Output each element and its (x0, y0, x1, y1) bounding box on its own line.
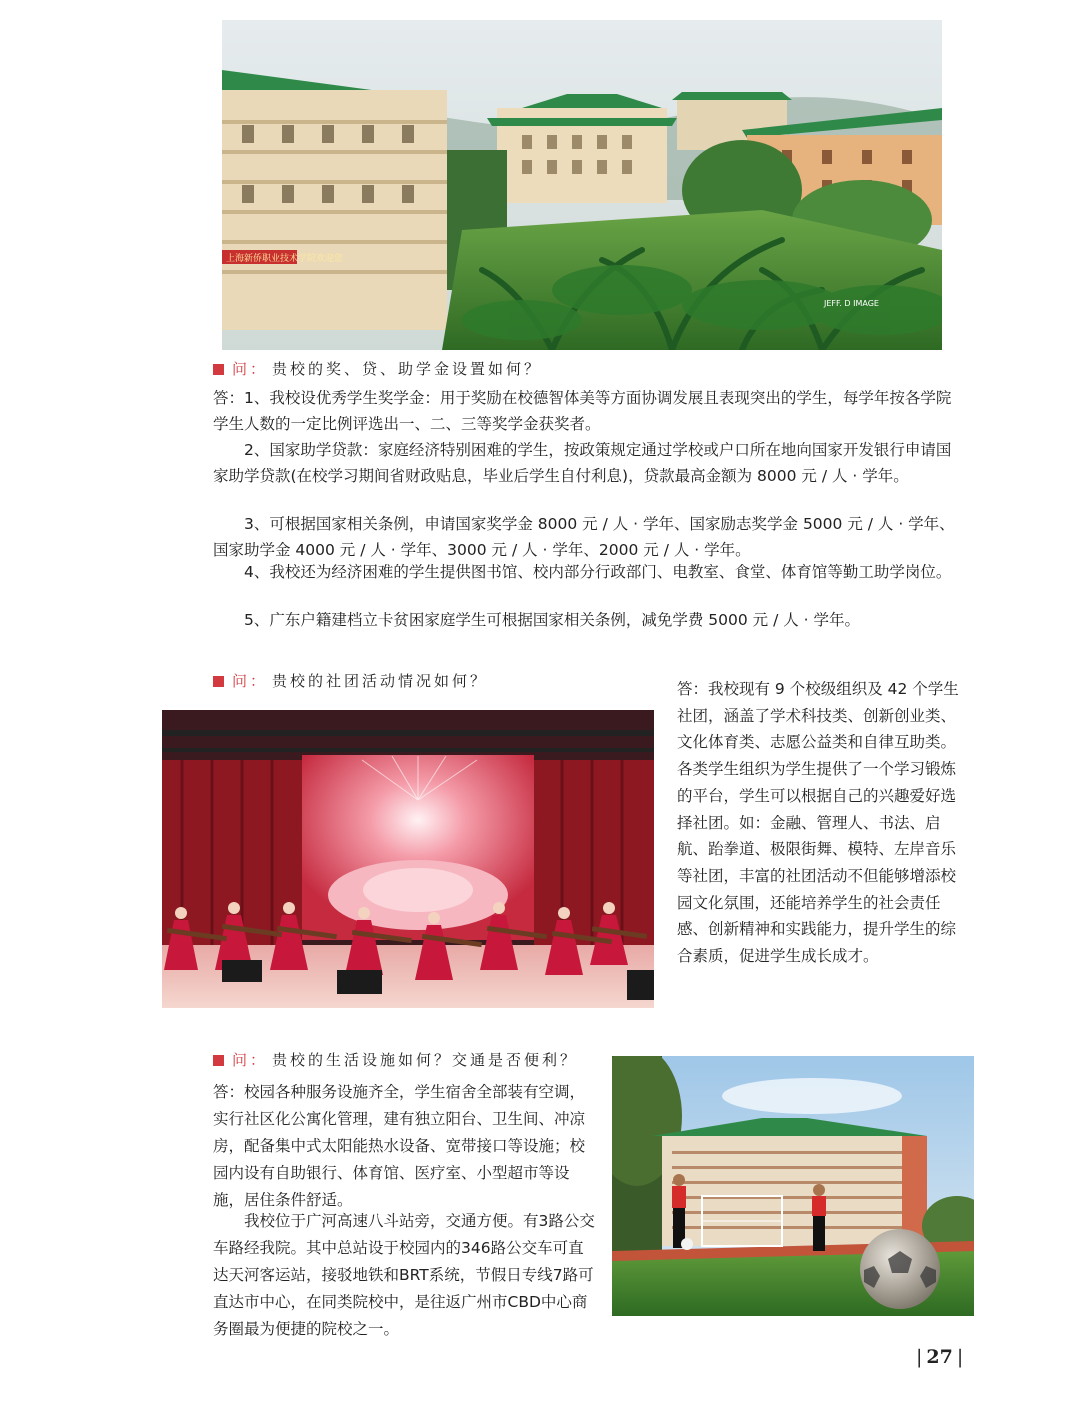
question-label: 问： (232, 360, 269, 378)
question-text: 贵校的奖、贷、助学金设置如何？ (272, 360, 543, 378)
question-heading-2 (213, 670, 488, 691)
answer-paragraph: 答：1、我校设优秀学生奖学金：用于奖励在校德智体美等方面协调发展且表现突出的学生，每学年按各学院学生人数的一定比例评选出一、二、三等奖学金获奖者。 (213, 389, 952, 433)
campus-photo (222, 20, 942, 350)
question-text: 贵校的社团活动情况如何？ (272, 672, 489, 690)
red-square-marker (213, 676, 224, 687)
answer-paragraph: 5、广东户籍建档立卡贫困家庭学生可根据国家相关条例，减免学费 5000 元 / 人 · 学年。 (244, 611, 861, 629)
guzheng-performance-photo (162, 710, 654, 1008)
page-number-value: 27 (926, 1346, 953, 1368)
answer-paragraph: 2、国家助学贷款：家庭经济特别困难的学生，按政策规定通过学校或户口所在地向国家开发银行申请国家助学贷款(在校学习期间省财政贴息，毕业后学生自付利息)，贷款最高金额为 8000 元 / 人 · 学年。 (213, 441, 952, 485)
question-heading-1 (213, 358, 542, 379)
red-square-marker (213, 364, 224, 375)
football-field-photo (612, 1056, 974, 1316)
answer-paragraph: 4、我校还为经济困难的学生提供图书馆、校内部分行政部门、电教室、食堂、体育馆等勤工助学岗位。 (244, 563, 952, 581)
answer-paragraph: 3、可根据国家相关条例，申请国家奖学金 8000 元 / 人 · 学年、国家励志奖学金 5000 元 / 人 · 学年、国家助学金 4000 元 / 人 · 学年、3000 元 / 人 · 学年、2000 元 / 人 · 学年。 (213, 515, 955, 559)
red-square-marker (213, 1055, 224, 1066)
question-text: 贵校的生活设施如何？交通是否便利？ (272, 1051, 579, 1069)
question-label: 问： (232, 1051, 269, 1069)
question-heading-3 (213, 1049, 578, 1070)
page-number: | 27 | (916, 1346, 964, 1368)
question-label: 问： (232, 672, 269, 690)
answer-paragraph: 答：我校现有 9 个校级组织及 42 个学生社团，涵盖了学术科技类、创新创业类、文化体育类、志愿公益类和自律互助类。各类学生组织为学生提供了一个学习锻炼的平台，学生可以根据自己的兴趣爱好选择社团。如：金融、管理人、书法、启航、跆拳道、极限街舞、模特、左岸音乐等社团，丰富的社团活动不但能够增添校园文化氛围，还能培养学生的社会责任感、创新精神和实践能力，提升学生的综合素质，促进学生成长成才。 (677, 680, 959, 966)
answer-paragraph: 答：校园各种服务设施齐全，学生宿舍全部装有空调，实行社区化公寓化管理，建有独立阳台、卫生间、冲凉房，配备集中式太阳能热水设备、宽带接口等设施；校园内设有自助银行、体育馆、医疗室、小型超市等设施，居住条件舒适。 (213, 1083, 586, 1209)
svg-text:上海新侨职业技术学院欢迎您: 上海新侨职业技术学院欢迎您 (226, 254, 344, 264)
answer-paragraph: 我校位于广河高速八斗站旁，交通方便。有3路公交车路经我院。其中总站设于校园内的346路公交车可直达天河客运站，接驳地铁和BRT系统，节假日专线7路可直达市中心，在同类院校中，是往返广州市CBD中心商务圈最为便捷的院校之一。 (213, 1212, 595, 1338)
photo-watermark: JEFF. D IMAGE (824, 299, 879, 308)
